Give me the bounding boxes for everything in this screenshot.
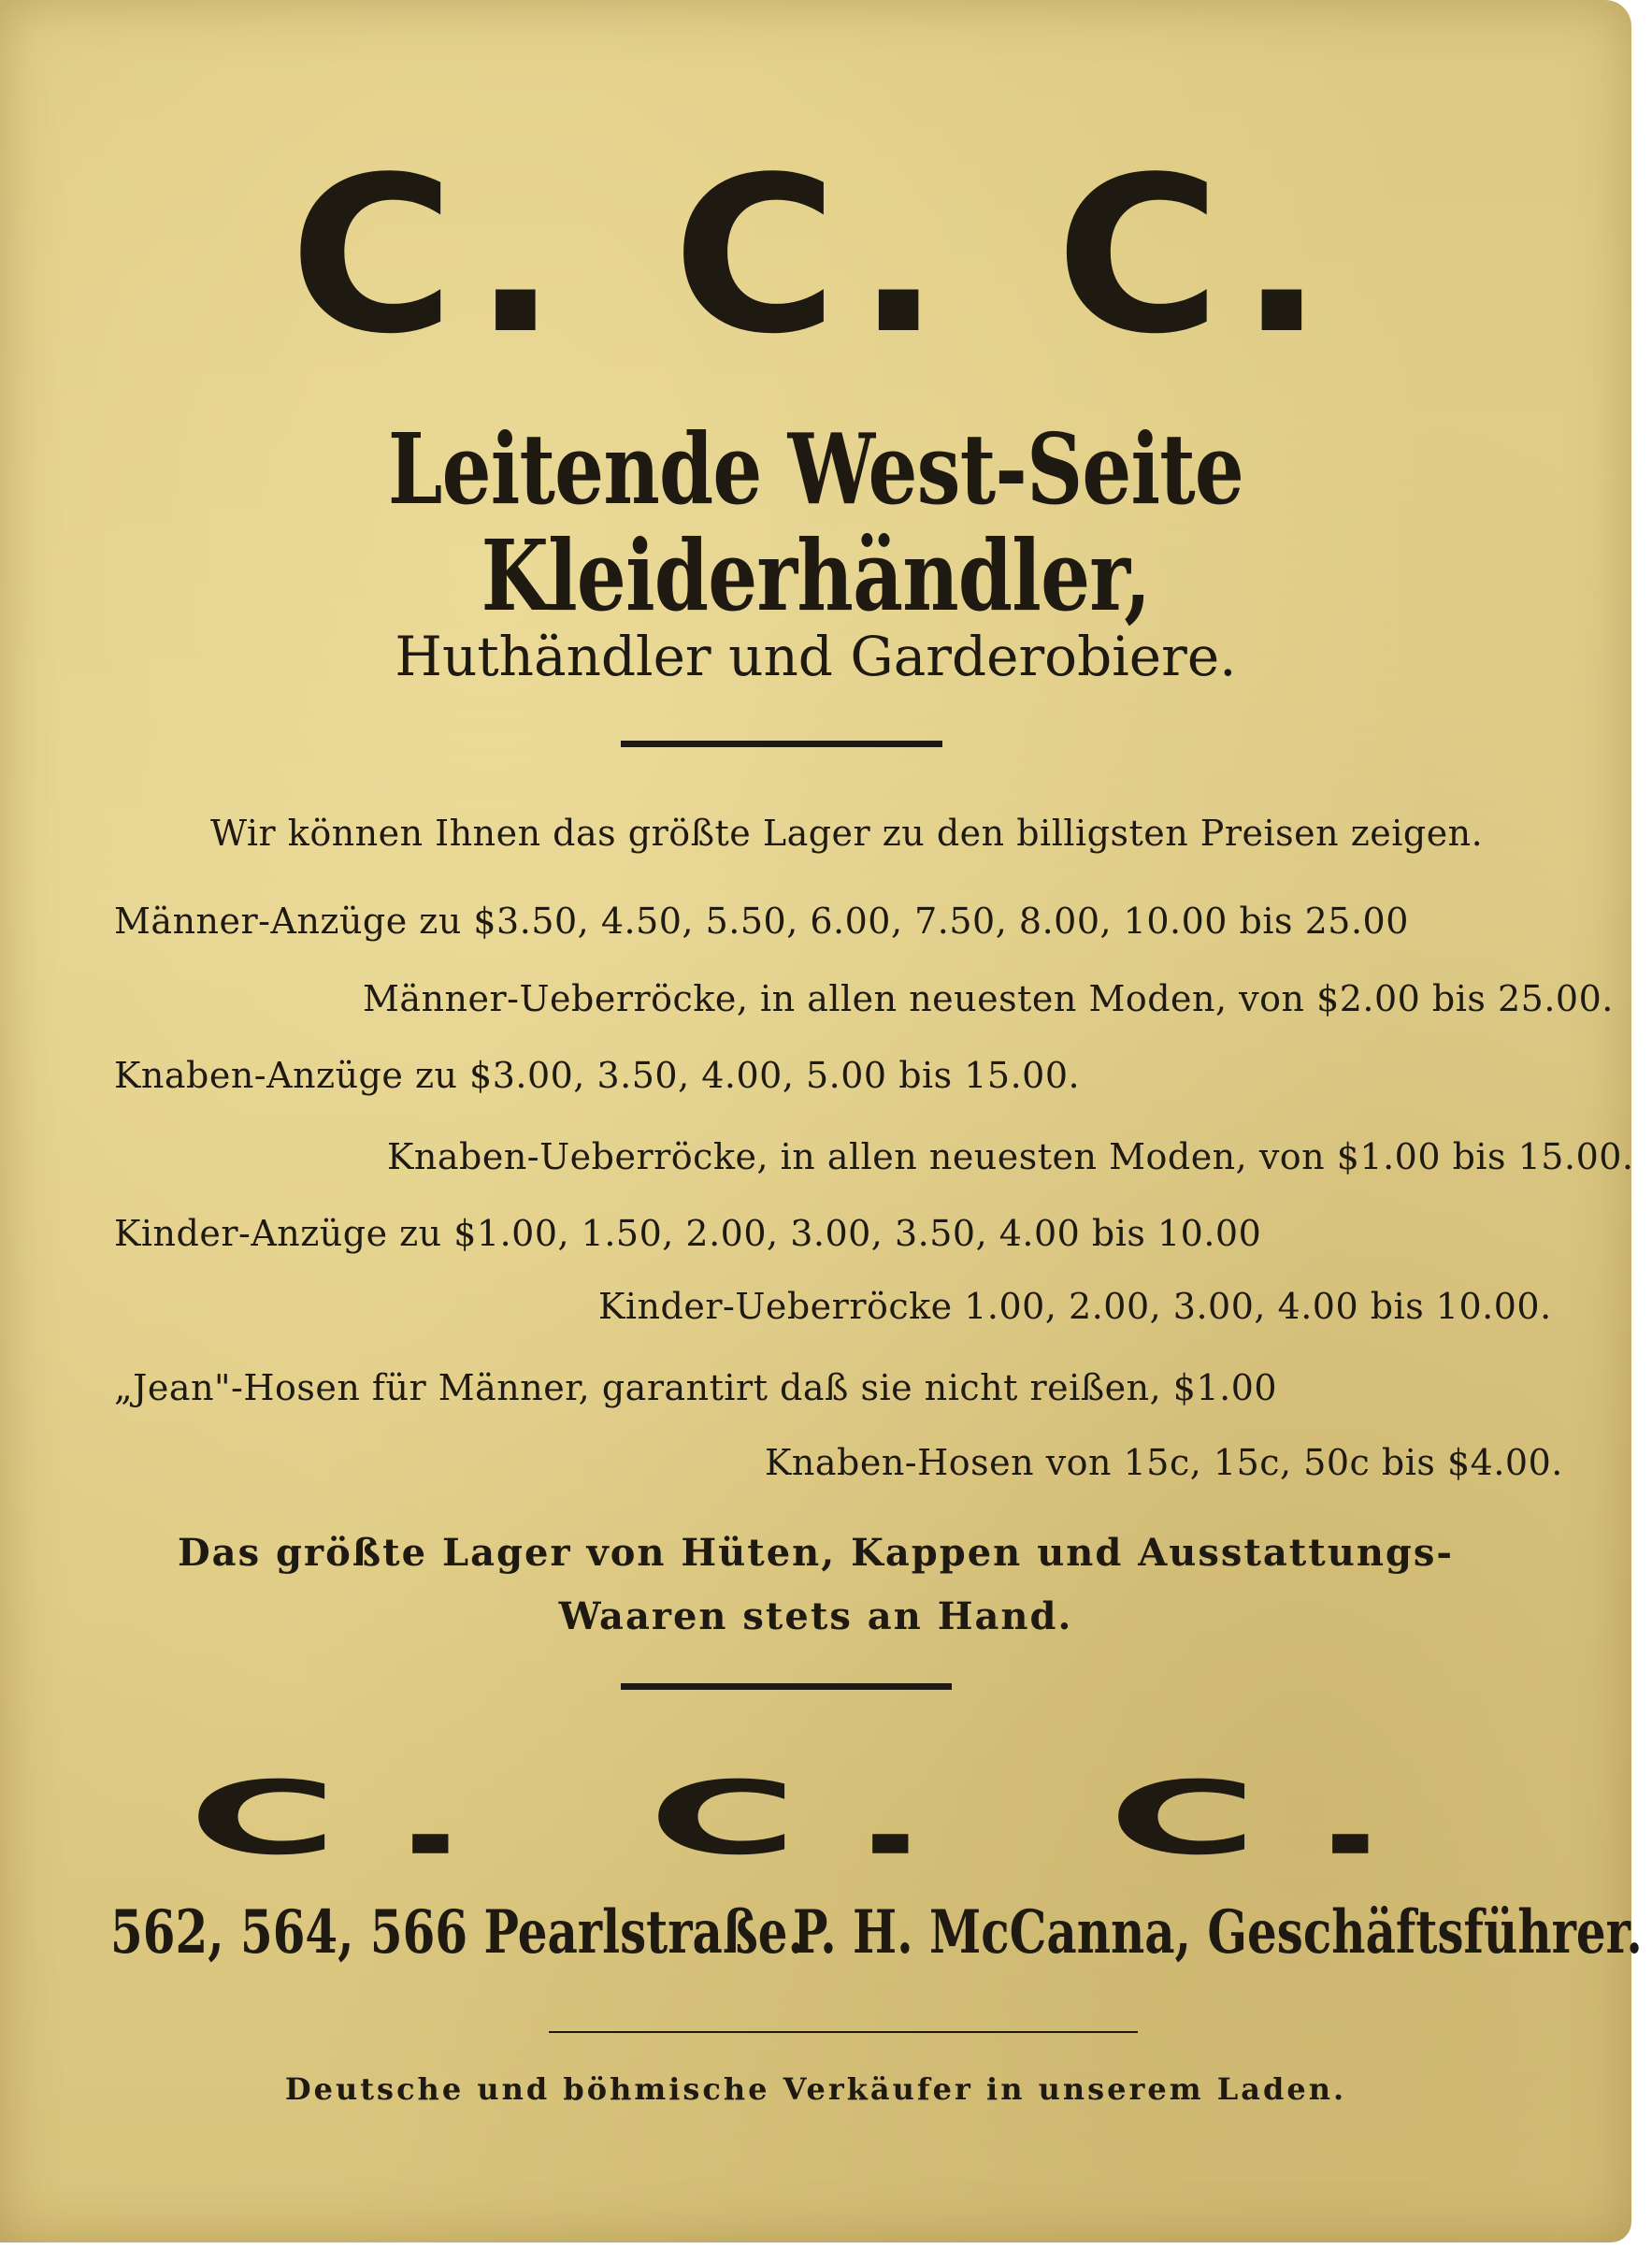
price-line-children-suits: Kinder-Anzüge zu $1.00, 1.50, 2.00, 3.00, 3.50, 4.00 bis 10.00	[114, 1213, 1262, 1254]
intro-line: Wir können Ihnen das größte Lager zu den billigsten Preisen zeigen.	[210, 813, 1484, 854]
thin-divider-rule	[549, 2031, 1138, 2033]
stock-note-line-1: Das größte Lager von Hüten, Kappen und Ausstattungs-	[177, 1531, 1455, 1575]
price-line-jean-pants: „Jean"-Hosen für Männer, garantirt daß sie nicht reißen, $1.00	[114, 1367, 1278, 1408]
price-line-boys-pants: Knaben-Hosen von 15c, 15c, 50c bis $4.00.	[765, 1442, 1563, 1483]
subheadline: Huthändler und Garderobiere.	[395, 625, 1237, 688]
stock-note-line-2: Waaren stets an Hand.	[558, 1594, 1073, 1638]
store-manager: P. H. McCanna, Geschäftsführer.	[793, 1897, 1643, 1968]
price-line-boys-overcoats: Knaben-Ueberröcke, in allen neuesten Moden, von $1.00 bis 15.00.	[387, 1136, 1634, 1177]
price-line-boys-suits: Knaben-Anzüge zu $3.00, 3.50, 4.00, 5.00 bis 15.00.	[114, 1055, 1081, 1096]
price-line-men-suits: Männer-Anzüge zu $3.50, 4.50, 5.50, 6.00, 7.50, 8.00, 10.00 bis 25.00	[114, 901, 1409, 942]
headline: Leitende West-Seite Kleiderhändler,	[387, 411, 1244, 634]
bottom-monogram: C. C. C.	[188, 1760, 1444, 1878]
top-monogram: C. C. C.	[289, 132, 1343, 382]
price-line-men-overcoats: Männer-Ueberröcke, in allen neuesten Moden, von $2.00 bis 25.00.	[363, 978, 1614, 1019]
stock-note	[0, 1521, 1631, 1649]
price-line-children-overcoats: Kinder-Ueberröcke 1.00, 2.00, 3.00, 4.00 bis 10.00.	[598, 1286, 1552, 1327]
divider-rule	[621, 1683, 952, 1690]
footer-note: Deutsche und böhmische Verkäufer in unserem Laden.	[284, 2071, 1347, 2107]
divider-rule	[621, 741, 942, 747]
store-address: 562, 564, 566 Pearlstraße.	[110, 1897, 804, 1968]
